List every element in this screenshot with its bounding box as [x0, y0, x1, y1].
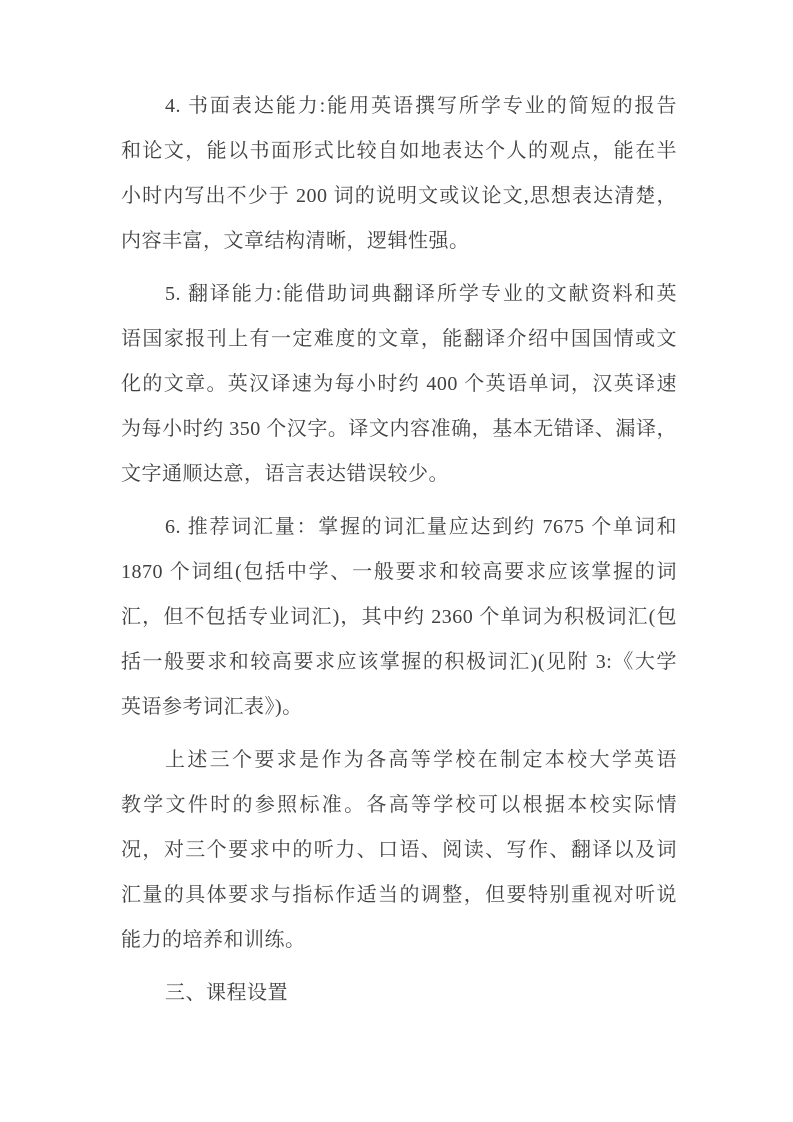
text-line: 汇量的具体要求与指标作适当的调整，但要特别重视对听说 — [121, 884, 677, 906]
text-line: 况，对三个要求中的听力、口语、阅读、写作、翻译以及词 — [121, 839, 677, 861]
paragraph-summary — [121, 738, 677, 963]
text-line: 语国家报刊上有一定难度的文章，能翻译介绍中国国情或文 — [121, 328, 677, 350]
text-line: 1870 个词组(包括中学、一般要求和较高要求应该掌握的词 — [121, 561, 677, 583]
text-line: 能力的培养和训练。 — [121, 929, 306, 951]
text-line: 教学文件时的参照标准。各高等学校可以根据本校实际情 — [121, 794, 677, 816]
text-line: 括一般要求和较高要求应该掌握的积极词汇)(见附 3:《大学 — [121, 651, 677, 673]
paragraph-vocabulary — [121, 505, 677, 730]
text-line: 内容丰富，文章结构清晰，逻辑性强。 — [121, 230, 470, 252]
text-line: 为每小时约 350 个汉字。译文内容准确，基本无错译、漏译， — [121, 418, 677, 440]
paragraph-translation — [121, 272, 677, 497]
text-line: 6. 推荐词汇量：掌握的词汇量应达到约 7675 个单词和 — [165, 516, 677, 538]
text-line: 汇，但不包括专业词汇)，其中约 2360 个单词为积极词汇(包 — [121, 606, 677, 628]
text-line: 小时内写出不少于 200 词的说明文或议论文,思想表达清楚， — [121, 185, 677, 207]
text-line: 4. 书面表达能力:能用英语撰写所学专业的简短的报告 — [165, 95, 677, 117]
text-line: 化的文章。英汉译速为每小时约 400 个英语单词，汉英译速 — [121, 373, 677, 395]
section-heading-course-setup: 三、课程设置 — [165, 982, 288, 1004]
text-line: 5. 翻译能力:能借助词典翻译所学专业的文献资料和英 — [165, 283, 677, 305]
text-line: 英语参考词汇表》)。 — [121, 696, 303, 718]
text-line: 和论文，能以书面形式比较自如地表达个人的观点，能在半 — [121, 140, 677, 162]
paragraph-written-expression — [121, 84, 677, 264]
text-line: 文字通顺达意，语言表达错误较少。 — [121, 463, 449, 485]
text-line: 上述三个要求是作为各高等学校在制定本校大学英语 — [165, 749, 677, 771]
